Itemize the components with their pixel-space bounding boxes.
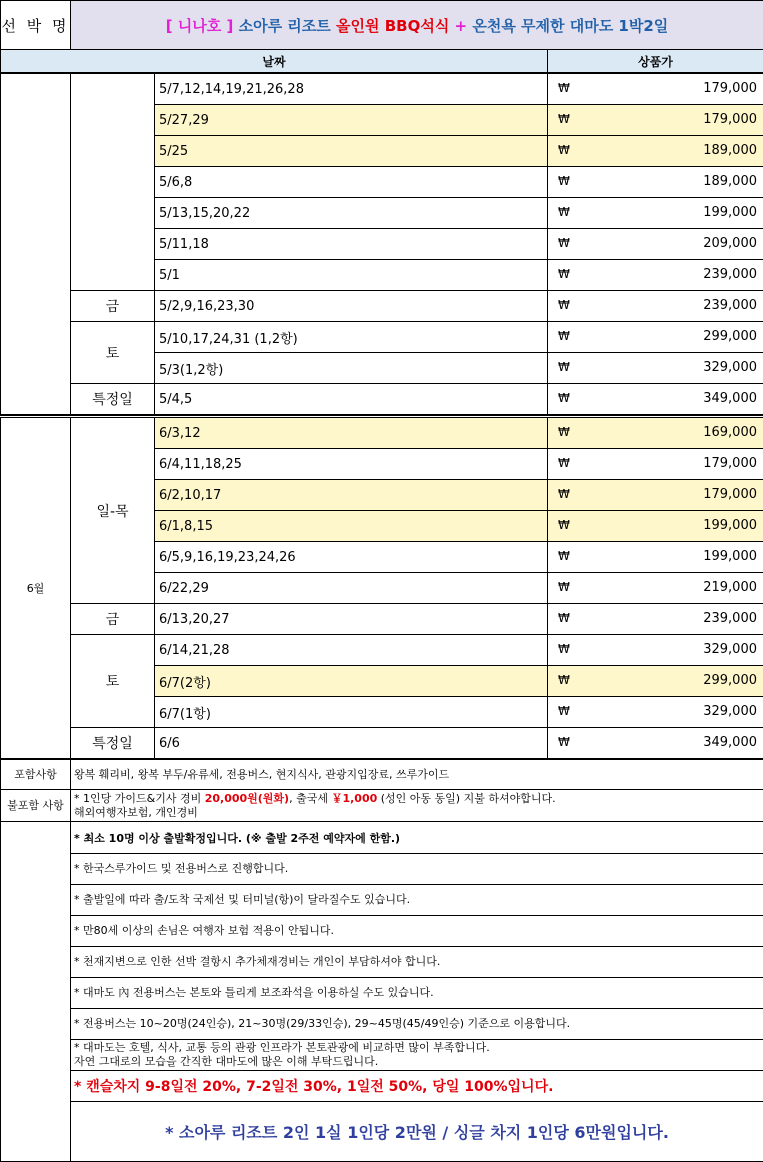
price-value: 329,000 [703, 704, 757, 719]
currency-symbol: ₩ [558, 580, 570, 594]
table-row [1, 728, 763, 759]
price-cell [548, 136, 763, 167]
price-cell [548, 322, 763, 353]
price-value: 199,000 [703, 205, 757, 220]
table-row [1, 322, 763, 353]
price-cell [548, 666, 763, 697]
date-cell: 6/1,8,15 [155, 511, 548, 542]
price-cell [548, 728, 763, 759]
price-cell [548, 417, 763, 449]
currency-symbol: ₩ [558, 425, 570, 439]
info-table [0, 759, 763, 1162]
currency-symbol: ₩ [558, 735, 570, 749]
currency-symbol: ₩ [558, 673, 570, 687]
month-label: 6월 [1, 417, 71, 759]
currency-symbol: ₩ [558, 360, 570, 374]
date-cell: 6/4,11,18,25 [155, 449, 548, 480]
currency-symbol: ₩ [558, 205, 570, 219]
price-value: 299,000 [703, 673, 757, 688]
notes-left-blank [1, 822, 71, 1162]
price-value: 209,000 [703, 236, 757, 251]
price-cell [548, 198, 763, 229]
price-cell [548, 697, 763, 728]
currency-symbol: ₩ [558, 704, 570, 718]
note-item: * 천재지변으로 인한 선박 결항시 추가체재경비는 개인이 부담하셔야 합니다. [71, 947, 763, 978]
price-value: 219,000 [703, 580, 757, 595]
excluded-line2: 해외여행자보험, 개인경비 [74, 806, 763, 820]
day-group-label: 금 [71, 604, 155, 635]
date-cell: 6/5,9,16,19,23,24,26 [155, 542, 548, 573]
currency-symbol: ₩ [558, 267, 570, 281]
currency-symbol: ₩ [558, 236, 570, 250]
date-cell: 5/6,8 [155, 167, 548, 198]
currency-symbol: ₩ [558, 518, 570, 532]
price-value: 179,000 [703, 112, 757, 127]
date-cell: 6/22,29 [155, 573, 548, 604]
day-group-label: 토 [71, 322, 155, 384]
currency-symbol: ₩ [558, 642, 570, 656]
price-cell [548, 635, 763, 666]
excluded-line1-b: , 출국세 [289, 792, 331, 805]
currency-symbol: ₩ [558, 143, 570, 157]
note-item: * 출발일에 따라 출/도착 국제선 및 터미널(항)이 달라질수도 있습니다. [71, 885, 763, 916]
price-value: 179,000 [703, 81, 757, 96]
date-cell: 5/2,9,16,23,30 [155, 291, 548, 322]
included-text: 왕복 훼리비, 왕복 부두/유류세, 전용버스, 현지식사, 관광지입장료, 쓰루가이드 [71, 760, 763, 790]
price-cell [548, 229, 763, 260]
title-resort: 소아루 리조트 [239, 17, 331, 35]
price-value: 199,000 [703, 549, 757, 564]
infra-note-line1: * 대마도는 호텔, 식사, 교통 등의 관광 인프라가 본토관광에 비교하면 많이 부족합니다. [74, 1041, 763, 1055]
currency-symbol: ₩ [558, 329, 570, 343]
price-cell [548, 511, 763, 542]
day-group-label: 특정일 [71, 728, 155, 759]
date-column-header: 날짜 [1, 50, 548, 73]
table-row [1, 635, 763, 666]
departure-tax: ￥1,000 [331, 792, 377, 805]
currency-symbol: ₩ [558, 487, 570, 501]
price-cell [548, 384, 763, 415]
price-cell [548, 260, 763, 291]
table-row [1, 74, 763, 105]
date-cell: 5/3(1,2항) [155, 353, 548, 384]
date-cell: 5/11,18 [155, 229, 548, 260]
title-plus: + [455, 17, 468, 35]
price-value: 199,000 [703, 518, 757, 533]
note-item: * 전용버스는 10~20명(24인승), 21~30명(29/33인승), 29~45명(45/49인승) 기준으로 이용합니다. [71, 1009, 763, 1040]
price-value: 329,000 [703, 642, 757, 657]
date-cell: 5/27,29 [155, 105, 548, 136]
cancel-note: * 캔슬차지 9-8일전 20%, 7-2일전 30%, 1일전 50%, 당일 100%입니다. [71, 1071, 763, 1102]
price-value: 189,000 [703, 143, 757, 158]
date-cell: 6/6 [155, 728, 548, 759]
table-row [1, 417, 763, 449]
date-cell: 6/7(2항) [155, 666, 548, 697]
price-value: 169,000 [703, 425, 757, 440]
date-cell: 6/13,20,27 [155, 604, 548, 635]
table-row [1, 604, 763, 635]
price-value: 189,000 [703, 174, 757, 189]
date-cell: 6/2,10,17 [155, 480, 548, 511]
price-cell [548, 74, 763, 105]
may-section [0, 73, 763, 415]
infra-note-line2: 자연 그대로의 모습을 간직한 대마도에 많은 이해 부탁드립니다. [74, 1055, 763, 1069]
currency-symbol: ₩ [558, 549, 570, 563]
note-item: * 한국스루가이드 및 전용버스로 진행합니다. [71, 854, 763, 885]
price-value: 349,000 [703, 735, 757, 750]
excluded-label: 불포함 사항 [1, 790, 71, 822]
price-value: 179,000 [703, 456, 757, 471]
date-cell: 5/4,5 [155, 384, 548, 415]
price-cell [548, 449, 763, 480]
day-group-label: 금 [71, 291, 155, 322]
date-cell: 6/14,21,28 [155, 635, 548, 666]
date-cell: 6/7(1항) [155, 697, 548, 728]
day-group-label [71, 74, 155, 291]
note-item: * 만80세 이상의 손님은 여행자 보험 적용이 안됩니다. [71, 916, 763, 947]
price-cell [548, 542, 763, 573]
currency-symbol: ₩ [558, 456, 570, 470]
date-cell: 5/7,12,14,19,21,26,28 [155, 74, 548, 105]
ship-name-label: 선 박 명 [1, 1, 71, 50]
resort-note: * 소아루 리조트 2인 1실 1인당 2만원 / 싱글 차지 1인당 6만원입니다. [71, 1102, 763, 1162]
currency-symbol: ₩ [558, 611, 570, 625]
date-cell: 5/25 [155, 136, 548, 167]
infra-note [71, 1040, 763, 1071]
price-cell [548, 291, 763, 322]
day-group-label: 토 [71, 635, 155, 728]
price-value: 329,000 [703, 360, 757, 375]
date-cell: 5/1 [155, 260, 548, 291]
guide-fee: 20,000원(원화) [205, 792, 289, 805]
day-group-label: 일-목 [71, 417, 155, 604]
month-label [1, 74, 71, 415]
price-value: 239,000 [703, 298, 757, 313]
price-value: 179,000 [703, 487, 757, 502]
price-value: 349,000 [703, 391, 757, 406]
price-cell [548, 167, 763, 198]
price-cell [548, 105, 763, 136]
table-row [1, 291, 763, 322]
price-value: 239,000 [703, 267, 757, 282]
currency-symbol: ₩ [558, 174, 570, 188]
june-section [0, 415, 763, 759]
price-table [0, 0, 763, 73]
title-rest: 온천욕 무제한 대마도 1박2일 [472, 17, 668, 35]
price-cell [548, 353, 763, 384]
currency-symbol: ₩ [558, 112, 570, 126]
included-label: 포함사항 [1, 760, 71, 790]
date-cell: 6/3,12 [155, 417, 548, 449]
price-cell [548, 573, 763, 604]
excluded-line1-c: (성인 아동 동일) 지불 하셔야합니다. [377, 792, 555, 805]
currency-symbol: ₩ [558, 391, 570, 405]
price-cell [548, 604, 763, 635]
title-ship: [ 니나호 ] [166, 17, 234, 35]
price-value: 239,000 [703, 611, 757, 626]
excluded-text [71, 790, 763, 822]
price-column-header: 상품가 [548, 50, 763, 73]
price-value: 299,000 [703, 329, 757, 344]
table-row [1, 384, 763, 415]
title-allin: 올인원 BBQ석식 [336, 17, 449, 35]
note-item: * 최소 10명 이상 출발확정입니다. (※ 출발 2주전 예약자에 한함.) [71, 822, 763, 854]
date-cell: 5/10,17,24,31 (1,2항) [155, 322, 548, 353]
day-group-label: 특정일 [71, 384, 155, 415]
note-item: * 대마도 內 전용버스는 본토와 틀리게 보조좌석을 이용하실 수도 있습니다. [71, 978, 763, 1009]
excluded-line1-a: * 1인당 가이드&기사 경비 [74, 792, 205, 805]
page-title [71, 1, 763, 50]
currency-symbol: ₩ [558, 81, 570, 95]
price-cell [548, 480, 763, 511]
currency-symbol: ₩ [558, 298, 570, 312]
date-cell: 5/13,15,20,22 [155, 198, 548, 229]
